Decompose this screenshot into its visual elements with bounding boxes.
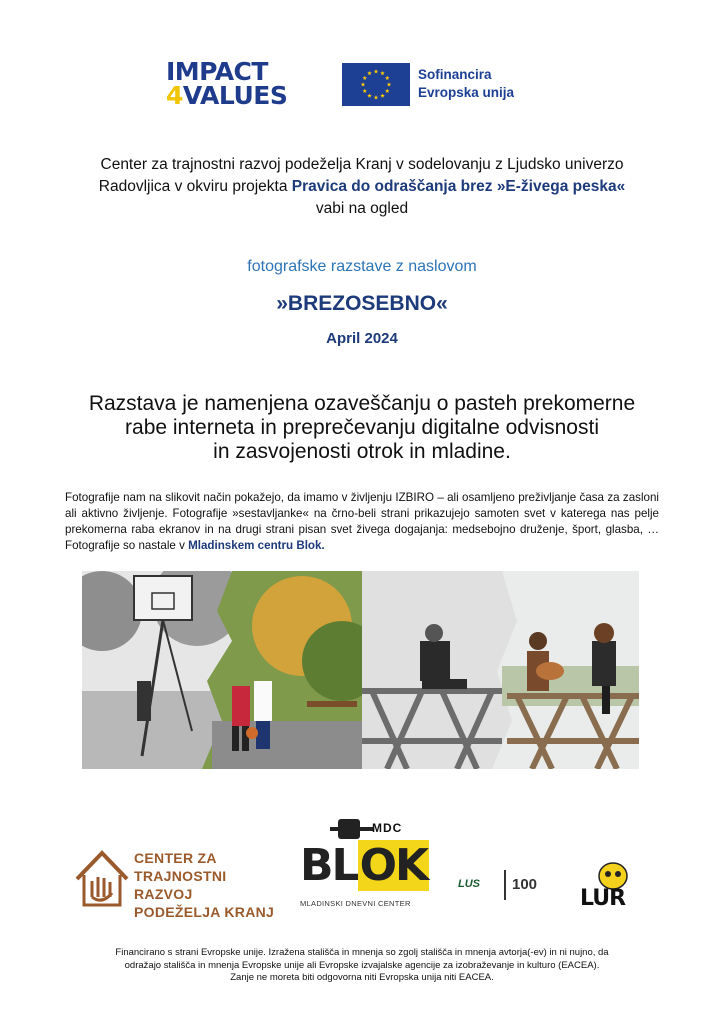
- intro-line1: Center za trajnostni razvoj podeželja Kranj v sodelovanju z Ljudsko univerzo: [100, 156, 624, 173]
- lead-line3: in zasvojenosti otrok in mladine.: [213, 440, 511, 463]
- exhibition-title: »BREZOSEBNO«: [276, 292, 448, 315]
- intro-line3: vabi na ogled: [315, 200, 409, 217]
- ctrp-kranj-logo: [72, 845, 282, 920]
- eu-star: [387, 82, 392, 86]
- disclaimer-line2: odražajo stališča in mnenja Evropske unije ali Evropske izvajalske agencije za izobraževanje in kulturo (EACEA).: [124, 959, 600, 971]
- eu-star: [380, 71, 385, 75]
- lead-line2: rabe interneta in preprečevanju digitalne odvisnosti: [125, 416, 599, 439]
- eu-star: [380, 93, 385, 97]
- blok-wordmark: BLOK: [300, 840, 428, 891]
- intro-line2: Radovljica v okviru projekta Pravica do odraščanja brez »E-živega peska«: [98, 178, 626, 195]
- eu-label-line1: Sofinancira: [418, 67, 492, 82]
- eu-disclaimer: [70, 947, 654, 985]
- ctrp-line3: PODEŽELJA KRANJ: [134, 904, 275, 920]
- lus-100-logo: [456, 868, 566, 904]
- eu-flag-icon: [342, 63, 410, 106]
- ctrp-line2: TRAJNOSTNI RAZVOJ: [134, 868, 227, 902]
- eu-label-line2: Evropska unija: [418, 85, 515, 100]
- lus-years: 100: [512, 876, 538, 893]
- disclaimer-line1: Financirano s strani Evropske unije. Izražena stališča in mnenja so zgolj stališča in mnenja avtorja(-ev) in ni nujno, da: [115, 947, 609, 958]
- eu-star: [362, 89, 367, 93]
- exhibition-subtitle: fotografske razstave z naslovom: [247, 258, 477, 275]
- impact-logo-line2: 4VALUES: [166, 80, 288, 110]
- impact-logo-line1: IMPACT: [166, 57, 268, 86]
- exhibition-description: Fotografije nam na slikovit način pokažejo, da imamo v življenju IZBIRO – ali osamljeno preživljanje časa za zasloni ali aktivno življenje. Fotografije »sestavljanke« na črno-beli strani prikazujejo samoten svet v katerega nas pelje prekomerna raba ekranov in na drugi strani pisan svet živega dogajanja: medsebojno druženje, šport, glasba, … Fotografije so nastale v Mladinskem centru Blok.: [65, 491, 659, 552]
- lead-line1: Razstava je namenjena ozaveščanju o pasteh prekomerne: [88, 392, 636, 415]
- impact4values-logo: [166, 57, 316, 110]
- eu-star: [374, 69, 379, 73]
- lead-statement: [40, 392, 684, 464]
- disclaimer-line3: Zanje ne moreta biti odgovorna niti Evropska unija niti EACEA.: [230, 972, 494, 983]
- lus-divider: [504, 870, 506, 900]
- eu-star: [385, 76, 390, 80]
- photo-fence-guitar: [362, 571, 639, 769]
- house-hand-icon: [72, 847, 132, 909]
- lus-label: LUS: [458, 878, 480, 890]
- blok-top-label: MDC: [372, 821, 403, 835]
- lur-wordmark: LUR: [580, 886, 626, 911]
- eu-star: [385, 89, 390, 93]
- eu-star: [374, 95, 379, 99]
- youth-center-name: Mladinskem centru Blok.: [188, 539, 325, 552]
- eu-star: [362, 76, 367, 80]
- invitation-intro: [40, 154, 684, 220]
- project-name: Pravica do odraščanja brez »E-živega peska«: [291, 178, 626, 195]
- ctrp-line1: CENTER ZA: [134, 850, 217, 866]
- eu-star: [361, 82, 366, 86]
- exhibition-date: April 2024: [326, 330, 398, 347]
- photo-basketball: [82, 571, 362, 769]
- eu-star: [367, 93, 372, 97]
- eu-cofunding-label: [418, 66, 514, 102]
- mdc-blok-logo: [300, 815, 435, 915]
- blok-subtitle: MLADINSKI DNEVNI CENTER: [300, 899, 411, 908]
- eu-star: [367, 71, 372, 75]
- lur-logo: [580, 860, 652, 912]
